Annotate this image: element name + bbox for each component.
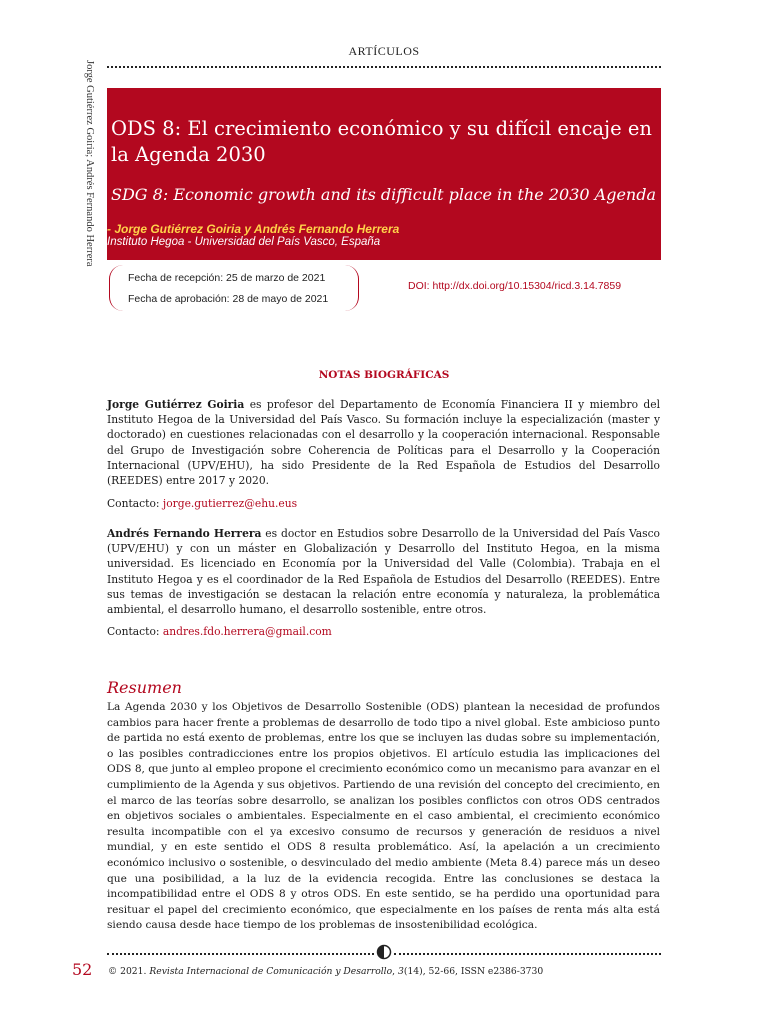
approved-date: Fecha de aprobación: 28 de mayo de 2021 bbox=[128, 293, 329, 305]
footer-citation bbox=[108, 966, 543, 977]
abstract-text: La Agenda 2030 y los Objetivos de Desarrollo Sostenible (ODS) plantean la necesidad de profundos cambios para hacer frente a problemas de desarrollo de todo tipo a nivel global. Este ambicioso punto de partida no está exento de problemas, entre los que se incluyen las dudas sobre su implementación, o las posibles contradicciones entre los propios objetivos. El artículo estudia las implicaciones del ODS 8, que junto al empleo propone el crecimiento económico como un mecanismo para avanzar en el cumplimiento de la Agenda y sus objetivos. Partiendo de una revisión del concepto del crecimiento, en el marco de las teorías sobre desarrollo, se analizan los posibles conflictos con otros ODS centrados en objetivos sociales o ambientales. Especialmente en el caso ambiental, el crecimiento económico resulta incompatible con el ya excesivo consumo de recursos y generación de residuos a nivel mundial, y en este sentido el ODS 8 resulta problemático. Así, la apelación a un crecimiento económico inclusivo o sostenible, o desvinculado del medio ambiente (Meta 8.4) parece más un deseo que una posibilidad, a la luz de la evidencia recogida. Entre las conclusiones se destaca la incompatibilidad entre el ODS 8 y otros ODS. En este sentido, se ha perdido una oportunidad para resituar el papel del crecimiento económico, que especialmente en los países de renta más alta está siendo causa desde hace tiempo de los problemas de insostenibilidad ecológica. bbox=[107, 701, 660, 932]
cite-journal: Revista Internacional de Comunicación y Desarrollo bbox=[149, 966, 393, 977]
article-title: ODS 8: El crecimiento económico y su difícil encaje en la Agenda 2030 bbox=[111, 117, 652, 166]
section-label: ARTÍCULOS bbox=[348, 44, 420, 58]
contact-label: Contacto: bbox=[107, 625, 163, 638]
bio1-author-name: Jorge Gutiérrez Goiria bbox=[107, 398, 245, 411]
bio2-author-name: Andrés Fernando Herrera bbox=[107, 527, 262, 540]
bio1-text: es profesor del Departamento de Economía Financiera II y miembro del Instituto Hegoa de la Universidad del País Vasco. Su formación incluye la especialización (master y doctorado) en cuestiones relacionadas con el desarrollo y la cooperación internacional. Responsable del Grupo de Investigación sobre Coherencia de Políticas para el Desarrollo y la Cooperación Internacional (UPV/EHU), ha sido Presidente de la Red Española de Estudios del Desarrollo (REEDES) entre 2017 y 2020. bbox=[107, 398, 660, 488]
bio2-text: es doctor en Estudios sobre Desarrollo de la Universidad del País Vasco (UPV/EHU) y con un máster en Globalización y Desarrollo del Instituto Hegoa, en la misma universidad. Es licenciado en Economía por la Universidad del Valle (Colombia). Trabaja en el Instituto Hegoa y es el coordinador de la Red Española de Estudios del Desarrollo (REEDES). Entre sus temas de investigación se destacan la relación entre economía y naturaleza, la problemática ambiental, el desarrollo humano, el desarrollo sostenible, entre otros. bbox=[107, 527, 660, 617]
top-dotted-divider bbox=[107, 66, 661, 68]
article-title-english: SDG 8: Economic growth and its difficult place in the 2030 Agenda bbox=[111, 185, 656, 204]
running-side-text: Jorge Gutiérrez Goiria; Andrés Fernando Herrera bbox=[84, 60, 95, 267]
bio1-email-link[interactable]: jorge.gutierrez@ehu.eus bbox=[162, 497, 298, 510]
bottom-dotted-divider-left bbox=[107, 953, 374, 955]
page-number: 52 bbox=[72, 960, 93, 979]
bottom-dotted-divider-right bbox=[394, 953, 661, 955]
cite-prefix: © 2021. bbox=[108, 966, 150, 977]
bio-paragraph-2 bbox=[107, 526, 660, 617]
half-circle-icon bbox=[376, 944, 392, 960]
received-date: Fecha de recepción: 25 de marzo de 2021 bbox=[128, 272, 326, 284]
cite-volume: 3 bbox=[398, 966, 404, 977]
bio-notes-heading: NOTAS BIOGRÁFICAS bbox=[318, 369, 450, 381]
bio2-email-link[interactable]: andres.fdo.herrera@gmail.com bbox=[162, 625, 332, 638]
doi-link[interactable]: DOI: http://dx.doi.org/10.15304/ricd.3.14.7859 bbox=[408, 280, 622, 292]
article-affiliation: Instituto Hegoa - Universidad del País Vasco, España bbox=[107, 236, 381, 248]
contact-line-2 bbox=[107, 625, 332, 638]
contact-line-1 bbox=[107, 497, 297, 510]
contact-label: Contacto: bbox=[107, 497, 163, 510]
abstract-heading: Resumen bbox=[107, 678, 182, 697]
bio-paragraph-1 bbox=[107, 397, 660, 488]
cite-suffix: (14), 52-66, ISSN e2386-3730 bbox=[403, 966, 544, 977]
cite-separator: , bbox=[392, 966, 398, 977]
article-authors: - Jorge Gutiérrez Goiria y Andrés Fernando Herrera bbox=[107, 222, 400, 236]
